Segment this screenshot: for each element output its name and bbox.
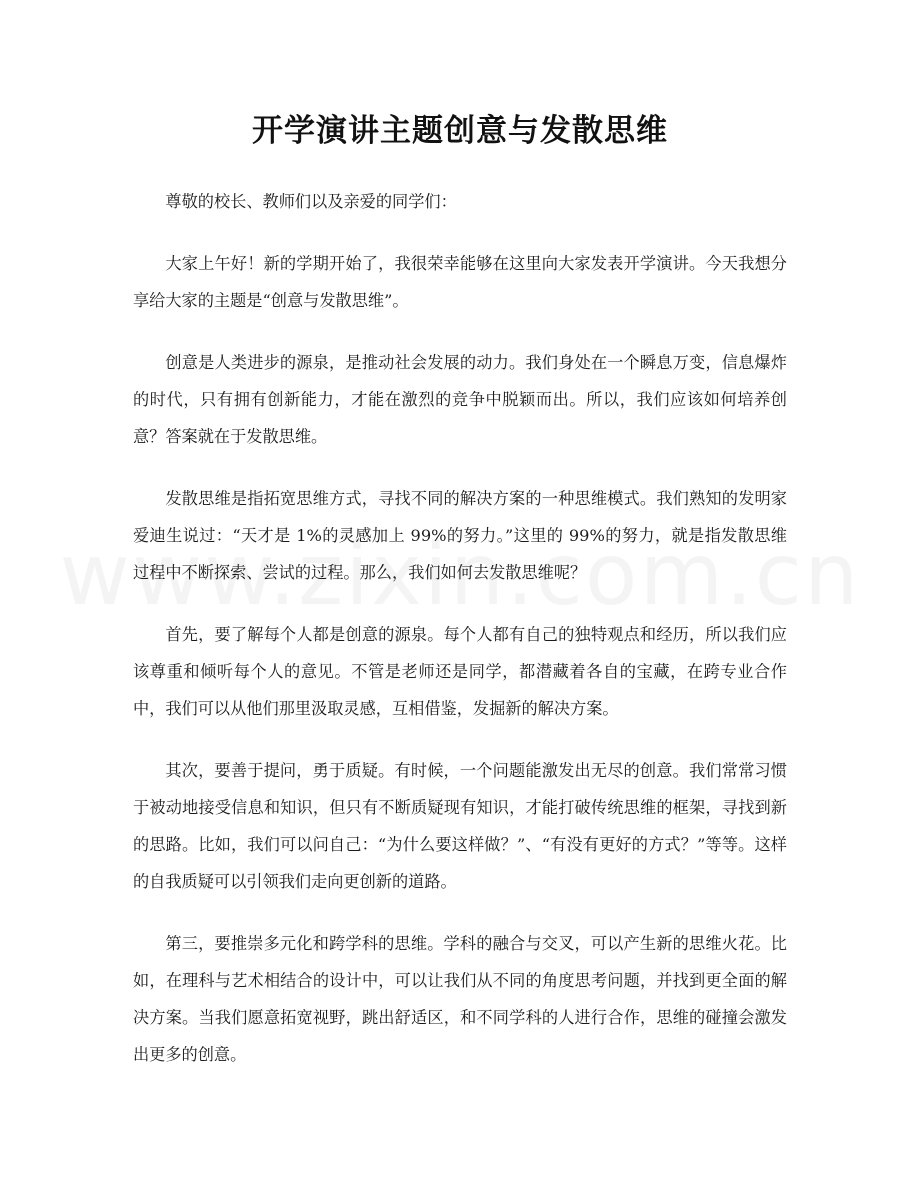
body-paragraph: 创意是人类进步的源泉，是推动社会发展的动力。我们身处在一个瞬息万变，信息爆炸的时代，只有拥有创新能力，才能在激烈的竞争中脱颖而出。所以，我们应该如何培养创意？答案就在于发散思维。 [133, 353, 787, 446]
body-paragraph: 发散思维是指拓宽思维方式，寻找不同的解决方案的一种思维模式。我们熟知的发明家爱迪生说过：“天才是 1%的灵感加上 99%的努力。”这里的 99%的努力，就是指发散思维过程中不断探索、尝试的过程。那么，我们如何去发散思维呢？ [133, 489, 787, 582]
document-title: 开学演讲主题创意与发散思维 [252, 113, 668, 149]
body-paragraph: 大家上午好！新的学期开始了，我很荣幸能够在这里向大家发表开学演讲。今天我想分享给大家的主题是“创意与发散思维”。 [133, 254, 787, 310]
body-paragraph: 其次，要善于提问，勇于质疑。有时候，一个问题能激发出无尽的创意。我们常常习惯于被动地接受信息和知识，但只有不断质疑现有知识，才能打破传统思维的框架，寻找到新的思路。比如，我们可以问自己：“为什么要这样做？”、“有没有更好的方式？”等等。这样的自我质疑可以引领我们走向更创新的道路。 [133, 761, 787, 891]
salutation-paragraph: 尊敬的校长、教师们以及亲爱的同学们： [165, 192, 457, 211]
body-paragraph: 首先，要了解每个人都是创意的源泉。每个人都有自己的独特观点和经历，所以我们应该尊重和倾听每个人的意见。不管是老师还是同学，都潜藏着各自的宝藏，在跨专业合作中，我们可以从他们那里汲取灵感，互相借鉴，发掘新的解决方案。 [133, 625, 787, 718]
body-paragraph: 第三，要推崇多元化和跨学科的思维。学科的融合与交叉，可以产生新的思维火花。比如，在理科与艺术相结合的设计中，可以让我们从不同的角度思考问题，并找到更全面的解决方案。当我们愿意拓宽视野，跳出舒适区，和不同学科的人进行合作，思维的碰撞会激发出更多的创意。 [133, 934, 787, 1064]
document-body [133, 183, 787, 1098]
